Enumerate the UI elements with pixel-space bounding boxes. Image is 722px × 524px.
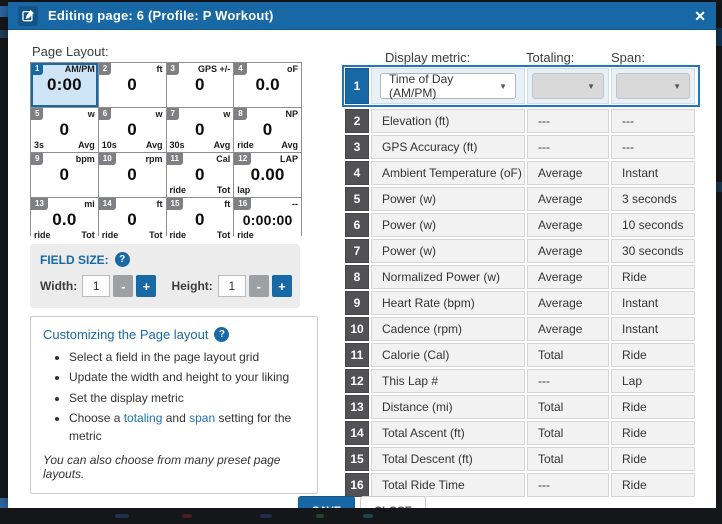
grid-cell-unit: rpm: [145, 154, 163, 164]
grid-cell-totaling-label: Avg: [78, 140, 95, 150]
customizing-title: Customizing the Page layout: [43, 327, 209, 342]
field-size-help-icon[interactable]: ?: [115, 252, 130, 267]
grid-cell-value: 0.0: [52, 210, 77, 229]
grid-cell-10[interactable]: [99, 153, 166, 197]
totaling-cell[interactable]: Average: [527, 213, 609, 237]
grid-cell-unit: w: [223, 109, 231, 119]
metric-cell[interactable]: Calorie (Cal): [371, 343, 525, 367]
totaling-cell[interactable]: Total: [527, 447, 609, 471]
grid-cell-span-label: lap: [237, 185, 251, 195]
grid-cell-unit: bpm: [75, 154, 95, 164]
bullet-text: Set the display metric: [69, 390, 184, 405]
grid-cell-span-label: 30s: [169, 140, 185, 150]
close-icon[interactable]: ✕: [694, 7, 706, 24]
chevron-down-icon: ▼: [673, 81, 681, 91]
display-metric-heading: Display metric:: [385, 50, 471, 65]
span-cell[interactable]: Ride: [611, 447, 695, 471]
metric-cell[interactable]: Distance (mi): [371, 395, 525, 419]
grid-cell-value: 0: [59, 120, 70, 139]
chevron-down-icon: ▼: [587, 81, 595, 91]
metric-row-9: [345, 291, 697, 315]
metric-row-12: [345, 369, 697, 393]
dialog-titlebar: [8, 2, 716, 30]
grid-cell-span-label: ride: [169, 185, 187, 195]
field-size-controls: [40, 275, 292, 297]
grid-cell-span-label: ride: [101, 230, 119, 240]
grid-cell-totaling-label: Tot: [216, 185, 231, 195]
grid-cell-value: 0:00: [46, 75, 82, 94]
grid-cell-span-label: ride: [169, 230, 187, 240]
grid-cell-15[interactable]: [167, 198, 234, 242]
grid-cell-span-label: 3s: [34, 140, 45, 150]
metric-row-7: [345, 239, 697, 263]
totaling-cell[interactable]: ---: [527, 473, 609, 497]
row-number: 13: [345, 395, 369, 419]
grid-cell-16[interactable]: [234, 198, 301, 242]
totaling-cell[interactable]: Average: [527, 317, 609, 341]
grid-cell-unit: ft: [156, 199, 163, 209]
metric-row-11: [345, 343, 697, 367]
height-input[interactable]: [218, 275, 246, 297]
background-fragment: [0, 498, 8, 508]
grid-cell-totaling-label: Avg: [145, 140, 163, 150]
grid-cell-value: 0.0: [255, 75, 280, 94]
taskbar-speck: [260, 514, 272, 518]
grid-cell-unit: w: [155, 109, 163, 119]
grid-cell-number: 10: [99, 153, 116, 165]
totaling-cell[interactable]: Total: [527, 421, 609, 445]
metric-cell[interactable]: [371, 68, 525, 104]
span-cell[interactable]: Instant: [611, 161, 695, 185]
row-number: 14: [345, 421, 369, 445]
grid-cell-13[interactable]: [31, 198, 98, 242]
metric-cell[interactable]: Power (w): [371, 239, 525, 263]
metric-cell[interactable]: Ambient Temperature (oF): [371, 161, 525, 185]
span-cell[interactable]: Ride: [611, 473, 695, 497]
bullet-text: Choose a: [69, 411, 124, 426]
grid-cell-value: 0: [127, 165, 137, 184]
grid-cell-7[interactable]: [167, 108, 234, 152]
grid-cell-totaling-label: Tot: [81, 230, 95, 240]
row-number: 4: [345, 161, 369, 185]
row-number: 8: [345, 265, 369, 289]
grid-cell-number: 11: [167, 153, 183, 165]
grid-cell-value: 0: [127, 210, 137, 229]
metric-row-16: [345, 473, 697, 497]
metric-cell[interactable]: This Lap #: [371, 369, 525, 393]
row-number: 12: [345, 369, 369, 393]
grid-cell-value: 0: [59, 165, 70, 184]
customizing-bullets: [69, 349, 305, 445]
row-number: 6: [345, 213, 369, 237]
metric-row-8: [345, 265, 697, 289]
taskbar-speck: [316, 514, 324, 518]
customizing-help-icon[interactable]: ?: [214, 327, 229, 342]
grid-cell-unit: w: [87, 109, 95, 119]
metric-cell[interactable]: Total Ascent (ft): [371, 421, 525, 445]
width-decrement-button[interactable]: -: [113, 275, 133, 297]
customizing-bullet: [69, 349, 305, 366]
grid-cell-span-label: ride: [237, 140, 254, 150]
totaling-dropdown[interactable]: [532, 73, 604, 99]
grid-cell-11[interactable]: [167, 153, 234, 197]
totaling-cell[interactable]: Average: [527, 265, 609, 289]
customizing-bullet: [69, 410, 305, 445]
page-layout-grid: [30, 62, 302, 240]
totaling-cell[interactable]: [527, 68, 609, 104]
span-cell[interactable]: 30 seconds: [611, 239, 695, 263]
grid-cell-unit: ft: [156, 64, 163, 74]
customizing-bullet: [69, 369, 305, 386]
grid-cell-5[interactable]: [31, 108, 98, 152]
customizing-title-row: [43, 327, 305, 342]
totaling-cell[interactable]: Total: [527, 395, 609, 419]
grid-cell-unit: oF: [287, 64, 298, 74]
grid-cell-number: 14: [99, 198, 116, 210]
background-fragment: [716, 182, 722, 192]
grid-cell-value: 0:00:00: [242, 212, 293, 228]
edit-page-dialog: [8, 2, 716, 508]
row-number: 1: [345, 68, 369, 104]
grid-cell-4[interactable]: [234, 63, 301, 107]
metric-cell[interactable]: Power (w): [371, 187, 525, 211]
span-cell[interactable]: Ride: [611, 265, 695, 289]
grid-cell-value: 0: [195, 120, 205, 139]
metric-dropdown[interactable]: [380, 73, 516, 99]
row-number: 5: [345, 187, 369, 211]
grid-cell-6[interactable]: [99, 108, 166, 152]
grid-cell-totaling-label: Avg: [281, 140, 298, 150]
grid-cell-unit: LAP: [280, 154, 298, 164]
grid-cell-value: 0: [195, 210, 205, 229]
grid-cell-number: 15: [167, 198, 184, 210]
taskbar-speck: [363, 514, 373, 518]
grid-cell-number: 12: [234, 153, 251, 165]
metric-row-1: [345, 68, 697, 104]
metric-cell[interactable]: Heart Rate (bpm): [371, 291, 525, 315]
bullet-text: Select a field in the page layout grid: [69, 350, 260, 364]
grid-cell-3[interactable]: [167, 63, 234, 107]
grid-cell-unit: Cal: [216, 154, 231, 164]
metric-table: [345, 68, 697, 499]
grid-cell-12[interactable]: [234, 153, 301, 197]
grid-cell-2[interactable]: [99, 63, 166, 107]
grid-cell-number: 16: [234, 198, 251, 210]
bullet-text: setting for the metric: [69, 411, 292, 443]
grid-cell-unit: AM/PM: [64, 64, 95, 74]
grid-cell-number: 7: [167, 108, 179, 120]
grid-cell-number: 8: [234, 108, 246, 120]
metric-row-6: [345, 213, 697, 237]
grid-cell-value: 0: [262, 120, 273, 139]
grid-cell-unit: NP: [285, 109, 298, 119]
metric-row-13: [345, 395, 697, 419]
grid-cell-number: 3: [167, 63, 179, 75]
row-number: 11: [345, 343, 369, 367]
span-cell[interactable]: Lap: [611, 369, 695, 393]
grid-cell-number: 9: [31, 153, 43, 165]
taskbar-speck: [182, 514, 192, 518]
grid-cell-number: 1: [31, 63, 43, 75]
grid-cell-span-label: 10s: [101, 140, 117, 150]
grid-cell-14[interactable]: [99, 198, 166, 242]
metric-cell[interactable]: Total Ride Time: [371, 473, 525, 497]
background-fragment: [0, 30, 8, 38]
metric-dropdown-value: Time of Day (AM/PM): [389, 72, 454, 100]
grid-cell-totaling-label: Tot: [149, 230, 163, 240]
metric-row-15: [345, 447, 697, 471]
grid-cell-number: 4: [234, 63, 246, 75]
grid-cell-9[interactable]: [31, 153, 98, 197]
span-heading: Span:: [611, 50, 645, 65]
span-cell[interactable]: ---: [611, 135, 695, 159]
totaling-cell[interactable]: Total: [527, 343, 609, 367]
grid-cell-unit: mi: [84, 199, 95, 209]
background-fragment: [0, 6, 8, 17]
totaling-link[interactable]: totaling: [123, 411, 163, 426]
bullet-text: and: [162, 411, 190, 426]
row-number: 16: [345, 473, 369, 497]
span-cell[interactable]: 10 seconds: [611, 213, 695, 237]
span-cell[interactable]: Ride: [611, 395, 695, 419]
grid-cell-8[interactable]: [234, 108, 301, 152]
span-link[interactable]: span: [189, 411, 216, 426]
metric-row-5: [345, 187, 697, 211]
grid-cell-value: 0.00: [250, 165, 285, 184]
width-input[interactable]: [82, 275, 110, 297]
height-label: Height:: [171, 279, 213, 293]
width-label: Width:: [40, 279, 78, 293]
grid-cell-value: 0: [127, 75, 137, 94]
row-number: 10: [345, 317, 369, 341]
metric-row-10: [345, 317, 697, 341]
metric-cell[interactable]: Total Descent (ft): [371, 447, 525, 471]
row-number: 7: [345, 239, 369, 263]
grid-cell-number: 5: [31, 108, 43, 120]
span-cell[interactable]: 3 seconds: [611, 187, 695, 211]
row-number: 3: [345, 135, 369, 159]
metric-cell[interactable]: Power (w): [371, 213, 525, 237]
metric-cell[interactable]: GPS Accuracy (ft): [371, 135, 525, 159]
grid-cell-value: 0: [127, 120, 137, 139]
metric-cell[interactable]: Cadence (rpm): [371, 317, 525, 341]
span-cell[interactable]: Ride: [611, 343, 695, 367]
totaling-cell[interactable]: ---: [527, 369, 609, 393]
totaling-cell[interactable]: Average: [527, 291, 609, 315]
page-layout-heading: Page Layout:: [32, 44, 109, 59]
dialog-title: Editing page: 6 (Profile: P Workout): [48, 8, 274, 23]
totaling-cell[interactable]: Average: [527, 239, 609, 263]
chevron-down-icon: ▼: [499, 81, 507, 91]
grid-cell-unit: GPS +/-: [197, 64, 231, 74]
customizing-bullet: [69, 390, 305, 407]
metric-row-2: [345, 109, 697, 133]
grid-cell-number: 2: [99, 63, 111, 75]
totaling-cell[interactable]: Average: [527, 161, 609, 185]
metric-cell[interactable]: Normalized Power (w): [371, 265, 525, 289]
totaling-cell[interactable]: ---: [527, 135, 609, 159]
span-cell[interactable]: Instant: [611, 291, 695, 315]
grid-cell-totaling-label: Tot: [216, 230, 231, 240]
metric-row-4: [345, 161, 697, 185]
field-size-title-row: [40, 252, 292, 267]
width-increment-button[interactable]: +: [136, 275, 156, 297]
row-number: 2: [345, 109, 369, 133]
grid-cell-span-label: ride: [34, 230, 51, 240]
field-size-panel: [30, 244, 300, 308]
grid-cell-value: 0: [195, 75, 205, 94]
taskbar-speck: [115, 514, 129, 518]
customizing-note: You can also choose from many preset page layouts.: [43, 452, 281, 481]
customizing-help-box: [30, 316, 318, 494]
span-cell[interactable]: ---: [611, 109, 695, 133]
height-decrement-button[interactable]: -: [249, 275, 269, 297]
grid-cell-number: 6: [99, 108, 111, 120]
span-cell[interactable]: Ride: [611, 421, 695, 445]
bullet-text: Update the width and height to your liking: [69, 370, 290, 385]
span-cell[interactable]: Instant: [611, 317, 695, 341]
grid-cell-totaling-label: Avg: [213, 140, 231, 150]
grid-cell-unit: --: [292, 199, 298, 209]
metric-row-3: [345, 135, 697, 159]
field-size-label: FIELD SIZE:: [40, 252, 109, 267]
metric-row-14: [345, 421, 697, 445]
grid-cell-value: 0: [195, 165, 205, 184]
grid-cell-unit: ft: [224, 199, 231, 209]
background-taskbar: [0, 508, 722, 524]
edit-icon: [18, 6, 38, 26]
totaling-cell[interactable]: ---: [527, 109, 609, 133]
row-number: 9: [345, 291, 369, 315]
metric-cell[interactable]: Elevation (ft): [371, 109, 525, 133]
totaling-cell[interactable]: Average: [527, 187, 609, 211]
grid-cell-1[interactable]: [31, 63, 98, 107]
totaling-heading: Totaling:: [526, 50, 575, 65]
span-dropdown[interactable]: [616, 73, 690, 99]
grid-cell-number: 13: [31, 198, 48, 210]
span-cell[interactable]: [611, 68, 695, 104]
background-fragment: [716, 28, 722, 46]
row-number: 15: [345, 447, 369, 471]
grid-cell-span-label: ride: [237, 230, 254, 240]
height-increment-button[interactable]: +: [272, 275, 292, 297]
